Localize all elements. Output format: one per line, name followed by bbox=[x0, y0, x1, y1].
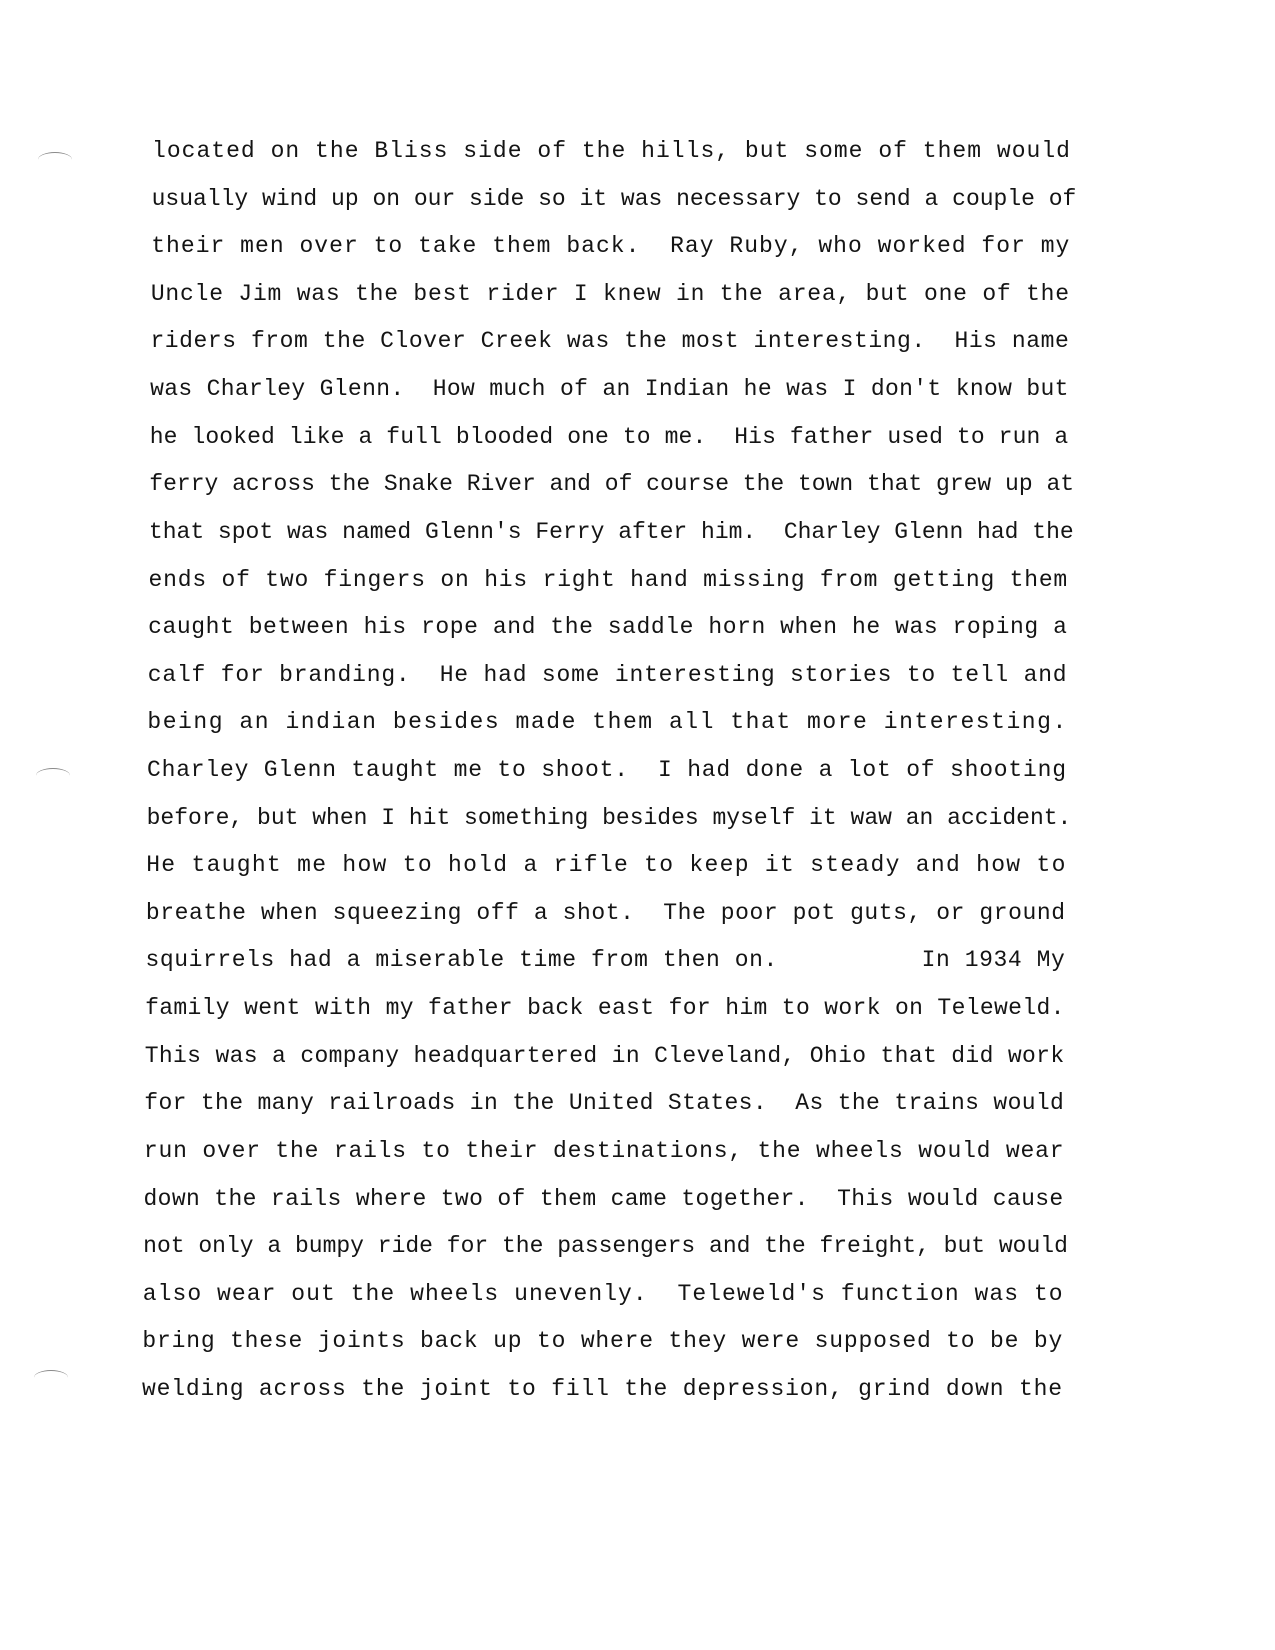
text-line: for the many railroads in the United States. As the trains would bbox=[144, 1090, 1065, 1117]
text-line: he looked like a full blooded one to me. His father used to run a bbox=[149, 423, 1069, 450]
text-line: family went with my father back east for him to work on Teleweld. bbox=[145, 995, 1065, 1022]
text-line: bring these joints back up to where they were supposed to be by bbox=[142, 1328, 1064, 1355]
text-line: not only a bumpy ride for the passengers and the freight, but would bbox=[143, 1233, 1068, 1260]
text-line: Charley Glenn taught me to shoot. I had done a lot of shooting bbox=[147, 757, 1067, 783]
text-line: run over the rails to their destinations, the wheels would wear bbox=[143, 1137, 1065, 1164]
text-line: ferry across the Snake River and of course the town that grew up at bbox=[149, 471, 1075, 498]
text-line: down the rails where two of them came together. This would cause bbox=[143, 1185, 1064, 1212]
text-line: welding across the joint to fill the depression, grind down the bbox=[142, 1376, 1063, 1402]
text-line: ends of two fingers on his right hand missing from getting them bbox=[148, 566, 1069, 593]
text-line: riders from the Clover Creek was the most interesting. His name bbox=[150, 328, 1070, 355]
punch-hole-mark-bottom bbox=[34, 1370, 68, 1385]
text-line: breathe when squeezing off a shot. The poor pot guts, or ground bbox=[145, 899, 1066, 926]
text-line: was Charley Glenn. How much of an Indian he was I don't know but bbox=[150, 376, 1069, 403]
punch-hole-mark-middle bbox=[36, 768, 70, 783]
text-line: their men over to take them back. Ray Ruby, who worked for my bbox=[151, 233, 1071, 260]
text-line: being an indian besides made them all that more interesting. bbox=[147, 709, 1068, 736]
text-line: Uncle Jim was the best rider I knew in the area, but one of the bbox=[150, 280, 1070, 307]
text-line: before, but when I hit something besides myself it waw an accident. bbox=[146, 804, 1072, 831]
text-line: located on the Bliss side of the hills, but some of them would bbox=[152, 138, 1072, 164]
text-line: This was a company headquartered in Cleveland, Ohio that did work bbox=[144, 1042, 1065, 1069]
text-line: usually wind up on our side so it was necessary to send a couple of bbox=[151, 185, 1077, 212]
text-line: He taught me how to hold a rifle to keep it steady and how to bbox=[146, 852, 1067, 879]
text-line: calf for branding. He had some interesting stories to tell and bbox=[147, 661, 1068, 688]
text-line: caught between his rope and the saddle horn when he was roping a bbox=[148, 614, 1068, 641]
text-line: also wear out the wheels unevenly. Teleweld's function was to bbox=[142, 1280, 1064, 1307]
text-line: squirrels had a miserable time from then on. In 1934 My bbox=[145, 947, 1066, 974]
text-line: that spot was named Glenn's Ferry after him. Charley Glenn had the bbox=[148, 518, 1074, 545]
punch-hole-mark-top bbox=[38, 152, 72, 167]
